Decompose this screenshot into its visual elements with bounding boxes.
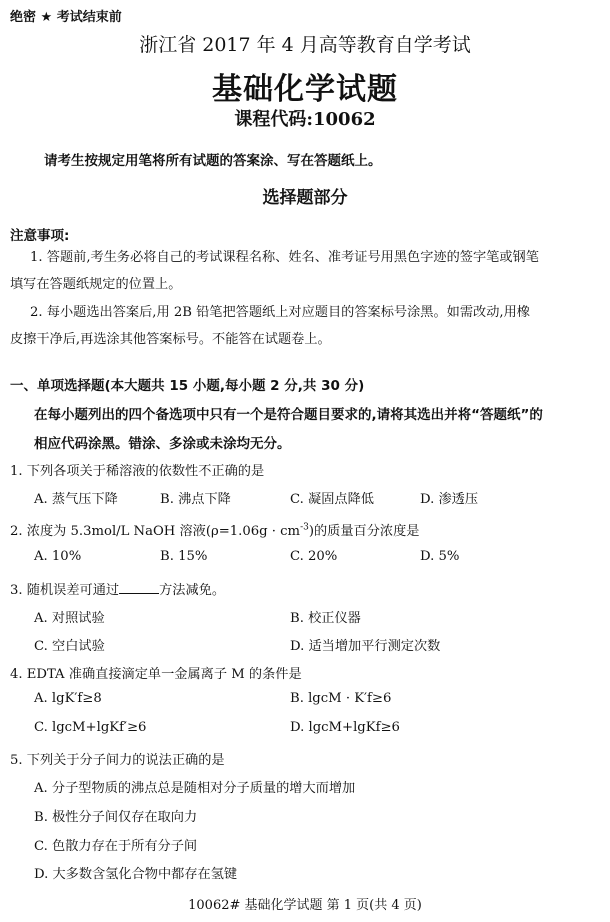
question-3-stem-prefix: 3. 随机误差可通过 <box>10 583 120 598</box>
question-3-option-c: C. 空白试验 <box>34 639 105 654</box>
question-1-stem: 1. 下列各项关于稀溶液的依数性不正确的是 <box>10 464 265 479</box>
question-3-stem <box>10 579 225 598</box>
question-4-option-a: A. lgK′f≥8 <box>34 691 102 706</box>
question-4-stem: 4. EDTA 准确直接滴定单一金属离子 M 的条件是 <box>10 667 302 682</box>
page-footer: 10062# 基础化学试题 第 1 页(共 4 页) <box>188 898 422 913</box>
question-3-option-a: A. 对照试验 <box>34 611 105 626</box>
notes-heading: 注意事项: <box>10 228 70 244</box>
question-1-option-c: C. 凝固点降低 <box>290 492 374 507</box>
instruction-line-2: 相应代码涂黑。错涂、多涂或未涂均无分。 <box>34 436 291 452</box>
question-4-option-b: B. lgcM · K′f≥6 <box>290 691 392 706</box>
course-code: 课程代码:10062 <box>234 109 376 130</box>
answer-blank <box>119 581 159 594</box>
section-title: 选择题部分 <box>262 188 348 208</box>
question-3-stem-suffix: 方法减免。 <box>159 583 226 598</box>
question-1-option-a: A. 蒸气压下降 <box>34 492 118 507</box>
question-5-option-a: A. 分子型物质的沸点总是随相对分子质量的增大而增加 <box>34 781 356 796</box>
note-2-line-2: 皮擦干净后,再选涂其他答案标号。不能答在试题卷上。 <box>10 332 331 347</box>
answer-notice: 请考生按规定用笔将所有试题的答案涂、写在答题纸上。 <box>44 153 382 169</box>
question-2-stem-exponent: -3 <box>300 522 309 533</box>
question-5-option-c: C. 色散力存在于所有分子间 <box>34 839 198 854</box>
confidential-mark: 绝密 ★ 考试结束前 <box>10 10 122 25</box>
question-5-stem: 5. 下列关于分子间力的说法正确的是 <box>10 753 225 768</box>
question-2-option-c: C. 20% <box>290 549 338 564</box>
question-2-stem <box>10 520 420 539</box>
question-3-option-b: B. 校正仪器 <box>290 611 361 626</box>
question-2-stem-prefix: 2. 浓度为 5.3mol/L NaOH 溶液(ρ=1.06g · cm <box>10 524 301 539</box>
note-2-line-1: 2. 每小题选出答案后,用 2B 铅笔把答题纸上对应题目的答案标号涂黑。如需改动,用橡 <box>30 305 530 320</box>
question-5-option-d: D. 大多数含氢化合物中都存在氢键 <box>34 867 238 882</box>
subject-title: 基础化学试题 <box>212 72 398 107</box>
note-1-line-1: 1. 答题前,考生务必将自己的考试课程名称、姓名、准考证号用黑色字迹的签字笔或钢笔 <box>30 250 539 265</box>
question-2-option-d: D. 5% <box>420 549 460 564</box>
note-1-line-2: 填写在答题纸规定的位置上。 <box>10 277 182 292</box>
question-1-option-b: B. 沸点下降 <box>160 492 231 507</box>
question-3-option-d: D. 适当增加平行测定次数 <box>290 639 441 654</box>
question-2-stem-suffix: )的质量百分浓度是 <box>308 524 420 539</box>
question-2-option-a: A. 10% <box>34 549 82 564</box>
instruction-line-1: 在每小题列出的四个备选项中只有一个是符合题目要求的,请将其选出并将“答题纸”的 <box>34 407 543 423</box>
question-5-option-b: B. 极性分子间仅存在取向力 <box>34 810 198 825</box>
exam-title: 浙江省 2017 年 4 月高等教育自学考试 <box>139 34 471 56</box>
question-group-heading: 一、单项选择题(本大题共 15 小题,每小题 2 分,共 30 分) <box>10 378 365 394</box>
question-4-option-c: C. lgcM+lgKf′≥6 <box>34 720 147 735</box>
question-4-option-d: D. lgcM+lgKf≥6 <box>290 720 400 735</box>
question-1-option-d: D. 渗透压 <box>420 492 479 507</box>
question-2-option-b: B. 15% <box>160 549 208 564</box>
